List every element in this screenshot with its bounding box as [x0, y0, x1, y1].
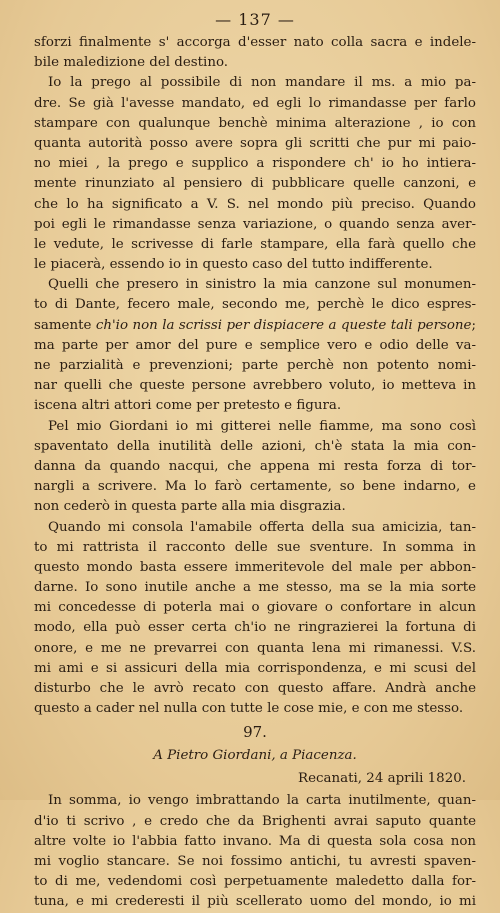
- line-text: nargli a scrivere. Ma lo farò certamente, so bene indarno, e: [34, 479, 476, 495]
- text-line: [34, 417, 476, 437]
- text-line: [34, 396, 476, 416]
- line-text: d'io ti scrivo , e credo che da Brighenti avrai saputo quante: [34, 813, 476, 829]
- text-line: [34, 73, 476, 93]
- text-line: [34, 812, 476, 832]
- line-text: darne. Io sono inutile anche a me stesso, ma se la mia sorte: [34, 580, 476, 596]
- line-text: dre. Se già l'avesse mandato, ed egli lo rimandasse per farlo: [34, 95, 476, 111]
- line-text: Recanati, 24 aprili 1820.: [298, 771, 466, 787]
- text-line: [34, 295, 476, 315]
- text-line: [34, 195, 476, 215]
- text-line: [34, 659, 476, 679]
- line-text: Quando mi consola l'amabile offerta della sua amicizia, tan-: [48, 519, 476, 535]
- line-text: questo mondo basta essere immeritevole del male per abbon-: [34, 559, 476, 575]
- line-text: stampare con qualunque benchè minima alterazione , io con: [34, 115, 476, 131]
- line-text: le vedute, le scrivesse di farle stampare, ella farà quello che: [34, 236, 476, 252]
- text-line: [34, 477, 476, 497]
- text-line: [34, 336, 476, 356]
- line-text: In somma, io vengo imbrattando la carta inutilmente, quan-: [48, 793, 476, 809]
- line-text: 97.: [243, 723, 267, 742]
- text-line: [34, 832, 476, 852]
- text-line: [34, 618, 476, 638]
- text-line: [34, 457, 476, 477]
- text-line: [34, 791, 476, 811]
- text-line: [34, 518, 476, 538]
- text-line: [34, 852, 476, 872]
- text-line: [34, 376, 476, 396]
- italic-text: A Pietro Giordani, a Piacenza.: [153, 748, 357, 764]
- line-text: altre volte io l'abbia fatto invano. Ma di questa sola cosa non: [34, 833, 476, 849]
- line-text: to di me, vedendomi così perpetuamente maledetto dalla for-: [34, 874, 476, 890]
- line-text: spaventato della inutilità delle azioni, ch'è stata la mia con-: [34, 438, 476, 454]
- line-text: Quelli che presero in sinistro la mia canzone sul monumen-: [48, 277, 476, 293]
- line-text: sforzi finalmente s' accorga d'esser nato colla sacra e indele-: [34, 35, 476, 50]
- line-text: to di Dante, fecero male, secondo me, perchè le dico espres-: [34, 297, 476, 313]
- line-text: disturbo che le avrò recato con questo affare. Andrà anche: [34, 681, 476, 696]
- text-line: [34, 679, 476, 699]
- line-text: le piacerà, essendo io in questo caso del tutto indifferente.: [34, 257, 433, 273]
- line-text: Io la prego al possibile di non mandare il ms. a mio pa-: [48, 75, 476, 91]
- text-line: [34, 255, 476, 275]
- text-line: [34, 578, 476, 598]
- letter-dateline: [34, 767, 476, 791]
- line-text: mi concedesse di poterla mai o giovare o confortare in alcun: [34, 600, 476, 616]
- line-text: mente rinunziato al pensiero di pubblicare quelle canzoni, e: [34, 176, 476, 192]
- line-text: onore, e me ne prevarrei con quanta lena mi rimanessi. V.S.: [34, 640, 476, 656]
- text-line: [34, 538, 476, 558]
- line-text: mi ami e si assicuri della mia corrispondenza, e mi scusi del: [34, 660, 476, 676]
- text-line: [34, 316, 476, 336]
- text-line: [34, 437, 476, 457]
- text-line: [34, 497, 476, 517]
- line-text: che lo ha significato a V. S. nel mondo più preciso. Quando: [34, 196, 476, 212]
- text-line: [34, 134, 476, 154]
- page-number: — 137 —: [215, 10, 295, 29]
- line-text: Pel mio Giordani io mi gitterei nelle fiamme, ma sono così: [48, 418, 476, 434]
- text-line: [34, 699, 476, 719]
- line-text: non cederò in questa parte alla mia disgrazia.: [34, 499, 346, 515]
- book-page: [34, 10, 476, 913]
- body-text: [34, 33, 476, 913]
- line-text: bile maledizione del destino.: [34, 55, 229, 71]
- text-line: [34, 872, 476, 892]
- line-text: to mi rattrista il racconto delle sue sventure. In somma in: [34, 539, 476, 555]
- line-text: ma parte per amor del pure e semplice vero e odio delle va-: [34, 337, 476, 353]
- line-text: no miei , la prego e supplico a rispondere ch' io ho intiera-: [34, 156, 476, 172]
- text-line: [34, 639, 476, 659]
- line-text: samente: [34, 317, 96, 333]
- text-line: [34, 235, 476, 255]
- text-line: [34, 598, 476, 618]
- text-line: [34, 154, 476, 174]
- line-text: mi voglio stancare. Se noi fossimo antichi, tu avresti spaven-: [34, 853, 476, 869]
- text-line: [34, 33, 476, 53]
- text-line: [34, 275, 476, 295]
- line-text: poi egli le rimandasse senza variazione, o quando senza aver-: [34, 216, 476, 232]
- letter-heading: [34, 745, 476, 767]
- text-line: [34, 892, 476, 912]
- text-line: [34, 53, 476, 73]
- line-text: iscena altri attori come per pretesto e figura.: [34, 398, 342, 414]
- line-text: tuna, e mi crederesti il più scellerato uomo del mondo, io mi: [34, 894, 476, 910]
- line-text: questo a cader nel nulla con tutte le cose mie, e con me stesso.: [34, 701, 464, 717]
- text-line: [34, 94, 476, 114]
- line-text: nar quelli che queste persone avrebbero voluto, io metteva in: [34, 378, 476, 394]
- line-text: ne parzialità e prevenzioni; parte perchè non potento nomi-: [34, 358, 476, 373]
- text-line: [34, 174, 476, 194]
- text-line: [34, 558, 476, 578]
- line-text: ;: [471, 317, 476, 333]
- line-text: danna da quando nacqui, che appena mi resta forza di tor-: [34, 458, 476, 474]
- text-line: [34, 356, 476, 376]
- line-text: quanta autorità posso avere sopra gli scritti che pur mi paio-: [34, 135, 476, 151]
- italic-text: ch'io non la scrissi per dispiacere a queste tali persone: [95, 317, 472, 333]
- text-line: [34, 114, 476, 134]
- text-line: [34, 215, 476, 235]
- letter-number: [34, 719, 476, 745]
- line-text: modo, ella può esser certa ch'io ne ringrazierei la fortuna di: [34, 620, 476, 636]
